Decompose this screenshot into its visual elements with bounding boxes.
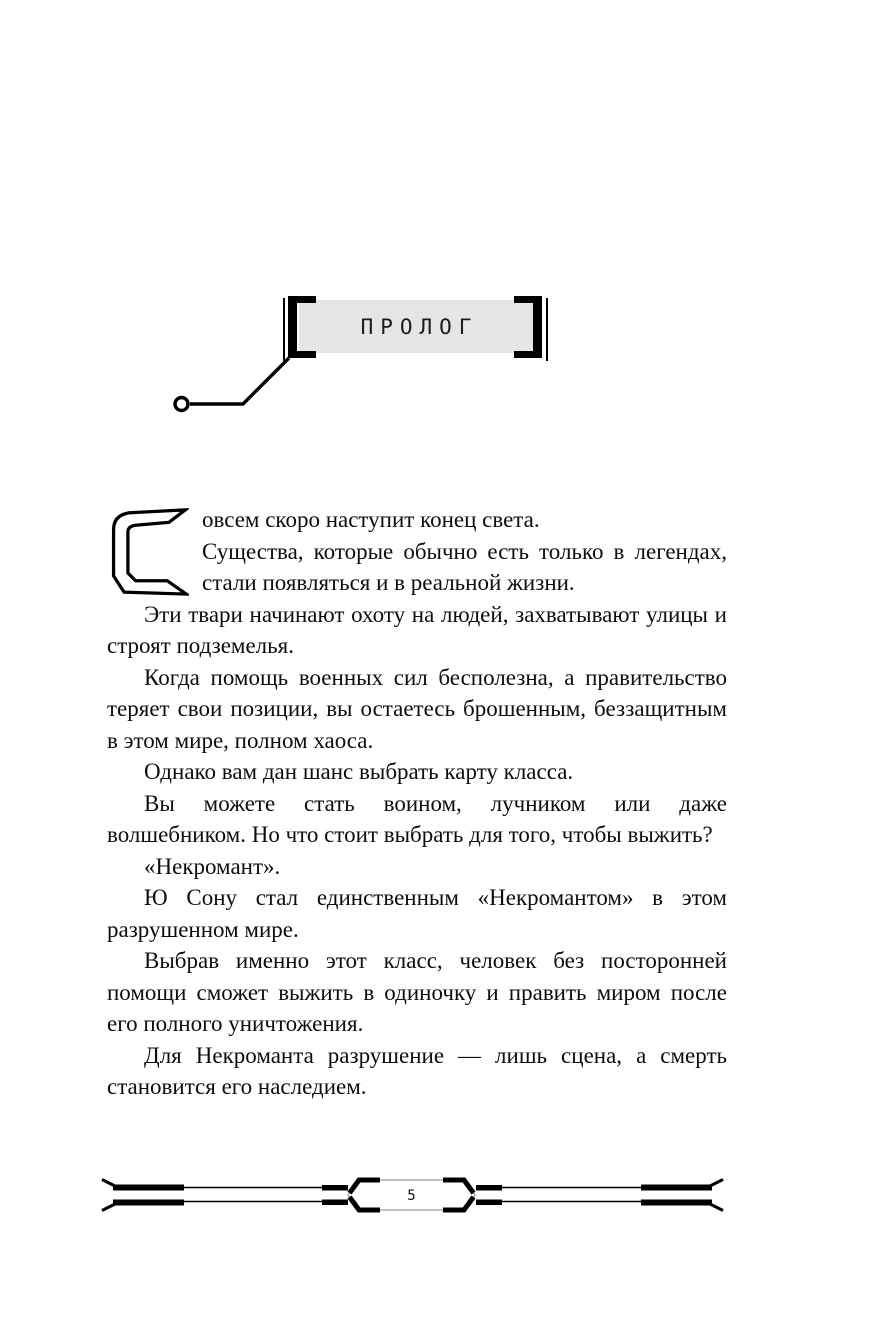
paragraph: «Некромант». [144,853,281,879]
paragraph: Ю Сону стал единственным «Некромантом» в этом разрушенном мире. [107,885,727,942]
paragraph: Эти твари начинают охоту на людей, захватывают улицы и строят подземелья. [107,601,727,658]
chapter-header [283,296,549,362]
paragraph: Выбрав именно этот класс, человек без посторонней помощи сможет выжить в одиночку и править миром после его полного уничтожения. [107,948,727,1036]
connector-line-icon [170,352,300,416]
paragraph: Однако вам дан шанс выбрать карту класса. [144,759,574,784]
chapter-title: ПРОЛОГ [360,314,479,339]
paragraph: Существа, которые обычно есть только в легендах, стали появляться и в реальной жизни. [202,538,727,595]
paragraph: Когда помощь военных сил бесполезна, а правительство теряет свои позиции, вы остаетесь брошенным, беззащитным в этом мире, полном хаоса. [107,664,727,753]
page-number-capsule [348,1180,475,1210]
circle-terminal-icon [175,398,188,411]
page-number: 5 [407,1188,416,1204]
footer-left-end-icon [102,1180,184,1211]
paragraph: овсем скоро наступит конец света. [202,507,540,532]
footer-divider [100,1170,725,1220]
body-text [107,504,727,1103]
paragraph: Вы можете стать воином, лучником или даже волшебником. Но что стоит выбрать для того, чтобы выжить? [107,790,727,847]
drop-cap [107,508,189,596]
right-accent-line [546,298,548,361]
right-bracket-icon [514,296,542,358]
chapter-title-box [299,300,533,353]
paragraph: Для Некроманта разрушение — лишь сцена, а смерть становится его наследием. [107,1042,727,1099]
footer-right-end-icon [641,1180,723,1211]
left-bracket-icon [288,296,316,358]
